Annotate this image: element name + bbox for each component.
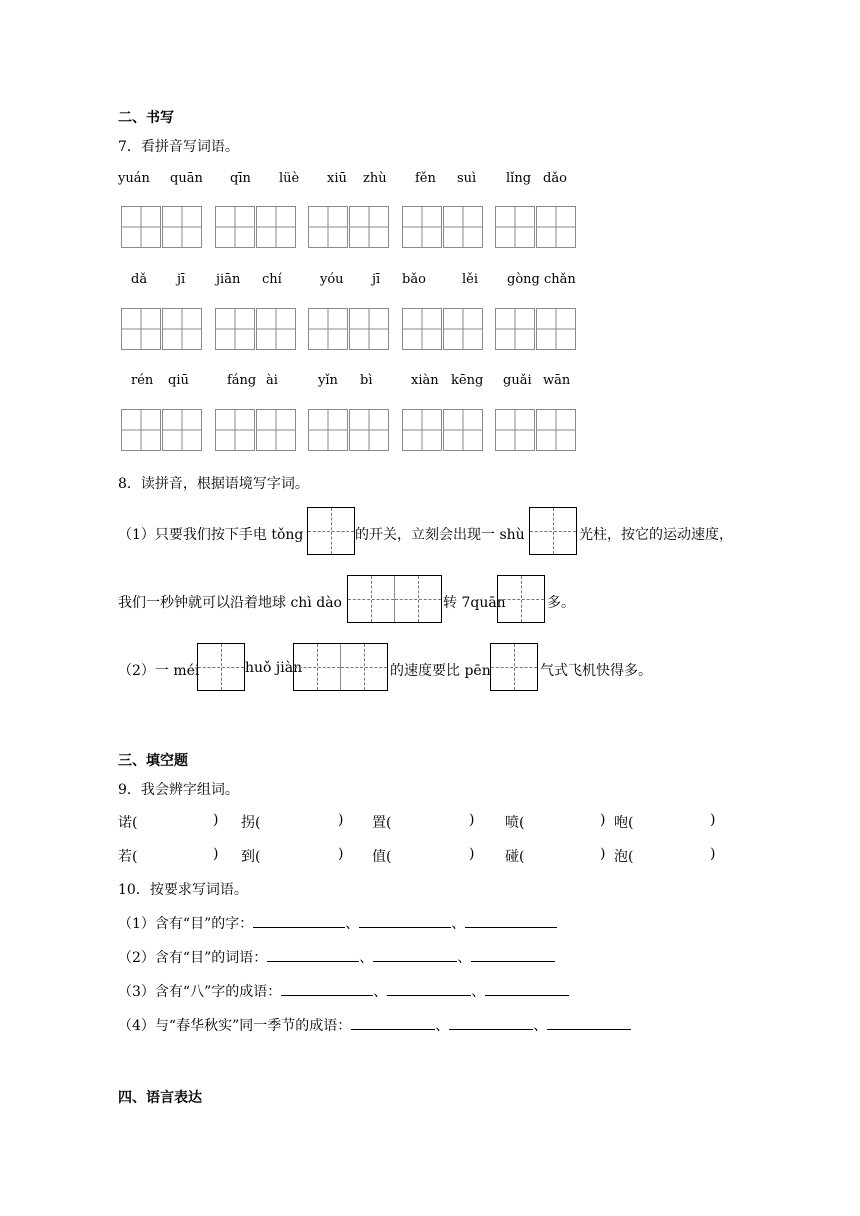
writing-grid-cell[interactable] — [402, 308, 442, 350]
separator: 、 — [533, 1018, 548, 1034]
question-8-text: 气式飞机快得多。 — [540, 663, 652, 679]
item-label: （2）含有“目”的词语： — [118, 950, 268, 966]
section-heading-fill-blank: 三、填空题 — [118, 753, 188, 769]
answer-blank[interactable] — [359, 913, 451, 928]
item-label: （1）含有“目”的字： — [118, 916, 254, 932]
pinyin: dǎo — [543, 171, 567, 186]
answer-blank[interactable] — [465, 913, 557, 928]
answer-blank[interactable] — [449, 1015, 533, 1030]
question-10-item — [118, 947, 555, 967]
pinyin: yǐn — [318, 373, 338, 388]
question-10-item — [118, 1015, 631, 1035]
question-10-stem: 10．按要求写词语。 — [118, 882, 248, 898]
writing-grid-cell[interactable] — [536, 206, 576, 248]
pinyin: jiān — [216, 272, 241, 287]
paren-close: ) — [469, 812, 475, 828]
question-8-text: 我们一秒钟就可以沿着地球 chì dào — [118, 595, 342, 611]
writing-grid-cell[interactable] — [402, 409, 442, 451]
pinyin: yóu — [320, 272, 344, 287]
writing-grid-cell[interactable] — [495, 308, 535, 350]
question-8-text: 多。 — [547, 595, 575, 611]
answer-box[interactable] — [347, 575, 442, 623]
paren-close: ) — [710, 812, 716, 828]
answer-blank[interactable] — [253, 913, 345, 928]
writing-grid-cell[interactable] — [308, 206, 348, 248]
word-group-prompt: 若( — [118, 849, 138, 865]
pinyin: kēng — [451, 373, 484, 388]
pinyin: quān — [170, 171, 203, 186]
pinyin: xiū — [327, 171, 347, 186]
section-heading-writing: 二、书写 — [118, 110, 174, 126]
writing-grid-cell[interactable] — [256, 409, 296, 451]
answer-box[interactable] — [197, 643, 245, 691]
question-8-text: 的速度要比 pēn — [390, 663, 491, 679]
paren-close: ) — [338, 812, 344, 828]
writing-grid-cell[interactable] — [495, 409, 535, 451]
pinyin: qīn — [230, 171, 251, 186]
item-label: （3）含有“八”字的成语： — [118, 984, 282, 1000]
pinyin: suì — [457, 171, 477, 186]
paren-close: ) — [710, 846, 716, 862]
question-8-stem: 8．读拼音，根据语境写字词。 — [118, 476, 309, 492]
writing-grid-cell[interactable] — [121, 409, 161, 451]
question-8-text: 的开关，立刻会出现一 shù — [355, 527, 525, 543]
word-group-prompt: 到( — [241, 849, 261, 865]
item-label: （4）与“春华秋实”同一季节的成语： — [118, 1018, 352, 1034]
pinyin: rén — [131, 373, 154, 388]
question-7-stem: 7．看拼音写词语。 — [118, 139, 239, 155]
paren-close: ) — [213, 846, 219, 862]
separator: 、 — [359, 950, 374, 966]
writing-grid-cell[interactable] — [308, 308, 348, 350]
pinyin: qiū — [168, 373, 189, 388]
writing-grid-cell[interactable] — [256, 206, 296, 248]
pinyin: ài — [266, 373, 278, 388]
writing-grid-cell[interactable] — [536, 409, 576, 451]
answer-box[interactable] — [497, 575, 545, 623]
writing-grid-cell[interactable] — [349, 409, 389, 451]
writing-grid-cell[interactable] — [349, 308, 389, 350]
word-group-prompt: 喷( — [505, 815, 525, 831]
answer-blank[interactable] — [351, 1015, 435, 1030]
paren-close: ) — [469, 846, 475, 862]
answer-box[interactable] — [529, 507, 577, 555]
paren-close: ) — [600, 812, 606, 828]
word-group-prompt: 置( — [372, 815, 392, 831]
question-10-item — [118, 981, 569, 1001]
question-8-text: （1）只要我们按下手电 tǒng — [118, 527, 304, 543]
word-group-prompt: 碰( — [505, 849, 525, 865]
question-10-item — [118, 913, 557, 933]
answer-box[interactable] — [490, 643, 538, 691]
question-8-text: 光柱，按它的运动速度， — [579, 527, 733, 543]
pinyin: jī — [372, 272, 381, 287]
separator: 、 — [373, 984, 388, 1000]
writing-grid-cell[interactable] — [443, 206, 483, 248]
word-group-prompt: 咆( — [614, 815, 634, 831]
pinyin: bǎo — [402, 272, 426, 287]
writing-grid-cell[interactable] — [215, 308, 255, 350]
writing-grid-cell[interactable] — [443, 308, 483, 350]
writing-grid-cell[interactable] — [536, 308, 576, 350]
answer-blank[interactable] — [373, 947, 457, 962]
answer-blank[interactable] — [267, 947, 359, 962]
word-group-prompt: 值( — [372, 849, 392, 865]
paren-close: ) — [600, 846, 606, 862]
pinyin: xiàn — [411, 373, 439, 388]
pinyin: wān — [543, 373, 571, 388]
writing-grid-cell[interactable] — [402, 206, 442, 248]
word-group-prompt: 拐( — [241, 815, 261, 831]
answer-blank[interactable] — [387, 981, 471, 996]
writing-grid-cell[interactable] — [162, 206, 202, 248]
pinyin: fáng — [227, 373, 257, 388]
pinyin: jī — [177, 272, 186, 287]
separator: 、 — [435, 1018, 450, 1034]
pinyin: zhù — [363, 171, 387, 186]
question-8-text: 转 7quān — [443, 595, 506, 611]
word-group-prompt: 泡( — [614, 849, 634, 865]
question-9-stem: 9．我会辨字组词。 — [118, 782, 239, 798]
separator: 、 — [471, 984, 486, 1000]
question-8-text: huǒ jiàn — [245, 660, 303, 676]
answer-blank[interactable] — [547, 1015, 631, 1030]
separator: 、 — [345, 916, 360, 932]
section-heading-language-expression: 四、语言表达 — [118, 1090, 202, 1106]
paren-close: ) — [338, 846, 344, 862]
answer-box[interactable] — [293, 643, 388, 691]
pinyin: fěn — [415, 171, 436, 186]
writing-grid-cell[interactable] — [215, 409, 255, 451]
separator: 、 — [451, 916, 466, 932]
writing-grid-cell[interactable] — [162, 409, 202, 451]
writing-grid-cell[interactable] — [443, 409, 483, 451]
writing-grid-cell[interactable] — [121, 206, 161, 248]
separator: 、 — [457, 950, 472, 966]
pinyin: guǎi — [503, 373, 532, 388]
paren-close: ) — [213, 812, 219, 828]
question-8-text: （2）一 méi — [118, 663, 200, 679]
pinyin: chí — [262, 272, 282, 287]
pinyin: lüè — [279, 171, 300, 186]
pinyin: gòng chǎn — [507, 272, 576, 287]
writing-grid-cell[interactable] — [162, 308, 202, 350]
pinyin: lěi — [462, 272, 479, 287]
answer-box[interactable] — [307, 507, 355, 555]
word-group-prompt: 诺( — [118, 815, 138, 831]
writing-grid-cell[interactable] — [495, 206, 535, 248]
writing-grid-cell[interactable] — [256, 308, 296, 350]
pinyin: dǎ — [131, 272, 148, 287]
writing-grid-cell[interactable] — [349, 206, 389, 248]
writing-grid-cell[interactable] — [215, 206, 255, 248]
writing-grid-cell[interactable] — [121, 308, 161, 350]
writing-grid-cell[interactable] — [308, 409, 348, 451]
pinyin: yuán — [118, 171, 150, 186]
pinyin: bì — [360, 373, 373, 388]
pinyin: lǐng — [506, 171, 532, 186]
answer-blank[interactable] — [485, 981, 569, 996]
answer-blank[interactable] — [281, 981, 373, 996]
answer-blank[interactable] — [471, 947, 555, 962]
